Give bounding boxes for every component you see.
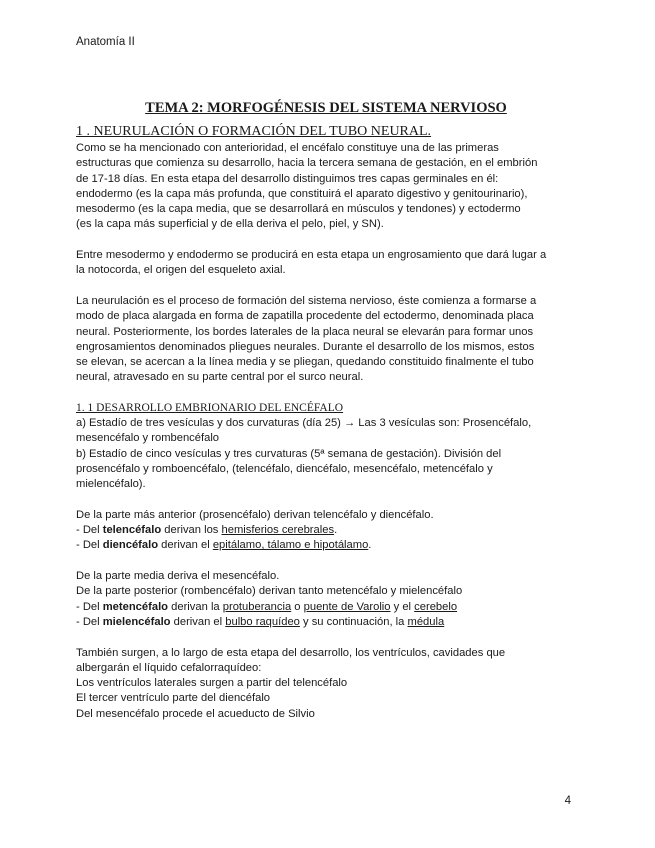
- document-title: TEMA 2: MORFOGÉNESIS DEL SISTEMA NERVIOSO: [145, 100, 507, 116]
- term-underlined: epitálamo, tálamo e hipotálamo: [212, 539, 369, 552]
- term-bold: mielencéfalo: [102, 615, 171, 628]
- text: derivan el: [158, 539, 213, 552]
- subsection-heading-development: 1. 1 DESARROLLO EMBRIONARIO DEL ENCÉFALO: [76, 402, 344, 415]
- text: - Del: [76, 600, 103, 613]
- text: derivan los: [161, 524, 222, 537]
- diencephalon-line: [76, 538, 576, 553]
- text-line: Entre mesodermo y endodermo se producirá en esta etapa un engrosamiento que dará lugar a: [76, 249, 547, 262]
- text-line: a) Estadío de tres vesículas y dos curvaturas (día 25) → Las 3 vesículas son: Prosencéfalo,: [76, 417, 532, 430]
- term-underlined: puente de Varolio: [303, 600, 391, 613]
- myelencephalon-line: [76, 615, 576, 630]
- text: y el: [390, 600, 415, 613]
- term-underlined: bulbo raquídeo: [225, 615, 300, 628]
- media-posterior-paragraph: [76, 569, 576, 630]
- text-line: modo de placa alargada en forma de zapatilla procedente del ectodermo, denominada placa: [76, 310, 534, 323]
- section-heading-neurulation: 1 . NEURULACIÓN O FORMACIÓN DEL TUBO NEURAL.: [76, 124, 432, 139]
- text-line: Del mesencéfalo procede el acueducto de Silvio: [76, 707, 315, 720]
- text-line: Como se ha mencionado con anterioridad, el encéfalo constituye una de las primeras: [76, 142, 499, 154]
- text: o: [291, 600, 304, 613]
- text: y su continuación, la: [299, 615, 408, 628]
- page-number: 4: [564, 795, 571, 807]
- text-line: engrosamientos denominados pliegues neurales. Durante el desarrollo de los mismos, estos: [76, 340, 535, 353]
- notocord-paragraph: [76, 248, 576, 279]
- telencephalon-line: [76, 523, 576, 538]
- text-line: mesodermo (es la capa media, que se desarrollará en músculos y tendones) y ectodermo: [76, 203, 521, 216]
- text-line: La neurulación es el proceso de formación del sistema nervioso, éste comienza a formarse a: [76, 294, 537, 307]
- text: .: [334, 524, 338, 537]
- neurulation-paragraph: [76, 294, 576, 386]
- term-underlined: protuberancia: [222, 600, 292, 613]
- text-line: la notocorda, el origen del esqueleto axial.: [76, 264, 286, 277]
- text-line: De la parte posterior (rombencéfalo) derivan tanto metencéfalo y mielencéfalo: [76, 585, 463, 598]
- stages-paragraph: [76, 416, 576, 492]
- term-underlined: hemisferios cerebrales: [221, 524, 335, 537]
- text-line: neural, atravesado en su parte central por el surco neural.: [76, 371, 364, 384]
- text-line: Los ventrículos laterales surgen a partir del telencéfalo: [76, 677, 348, 690]
- term-bold: metencéfalo: [102, 600, 169, 613]
- text-line: de 17-18 días. En esta etapa del desarrollo distinguimos tres capas germinales en él:: [76, 172, 499, 185]
- text-line: El tercer ventrículo parte del diencéfalo: [76, 692, 271, 705]
- text-line: De la parte media deriva el mesencéfalo.: [76, 570, 280, 583]
- text-line: b) Estadío de cinco vesículas y tres curvaturas (5ª semana de gestación). División del: [76, 447, 502, 460]
- document-body: [76, 100, 576, 722]
- text-line: neural. Posteriormente, los bordes laterales de la placa neural se elevarán para formar unos: [76, 325, 534, 338]
- term-bold: diencéfalo: [102, 539, 159, 552]
- ventricles-paragraph: [76, 646, 576, 722]
- text: derivan la: [168, 600, 223, 613]
- text-line: estructuras que comienza su desarrollo, hacia la tercera semana de gestación, en el embrión: [76, 157, 538, 170]
- text-line: prosencéfalo y romboencéfalo, (telencéfalo, diencéfalo, mesencéfalo, metencéfalo y: [76, 462, 493, 475]
- text-line: endodermo (es la capa más profunda, que constituirá el aparato digestivo y genitourinario),: [76, 187, 528, 200]
- metencephalon-line: [76, 600, 576, 615]
- page-header: Anatomía II: [76, 36, 135, 48]
- text: derivan el: [170, 615, 226, 628]
- text-line: También surgen, a lo largo de esta etapa del desarrollo, los ventrículos, cavidades que: [76, 646, 506, 659]
- term-underlined: cerebelo: [414, 600, 458, 613]
- term-underlined: médula: [407, 615, 445, 628]
- text-line: se elevan, se acercan a la línea media y se pliegan, quedando constituido finalmente el tubo: [76, 356, 534, 369]
- anterior-paragraph: [76, 508, 576, 554]
- text: - Del: [76, 539, 103, 552]
- text-line: (es la capa más superficial y de ella deriva el pelo, piel, y SN).: [76, 218, 384, 231]
- text: - Del: [76, 524, 103, 537]
- text: .: [368, 539, 372, 552]
- text-line: De la parte más anterior (prosencéfalo) derivan telencéfalo y diencéfalo.: [76, 508, 434, 521]
- text-line: mesencéfalo y rombencéfalo: [76, 432, 220, 445]
- term-bold: telencéfalo: [102, 524, 162, 537]
- text-line: albergarán el líquido cefalorraquídeo:: [76, 661, 262, 674]
- text-line: mielencéfalo).: [76, 478, 146, 491]
- text: - Del: [76, 615, 103, 628]
- intro-paragraph: [76, 141, 576, 233]
